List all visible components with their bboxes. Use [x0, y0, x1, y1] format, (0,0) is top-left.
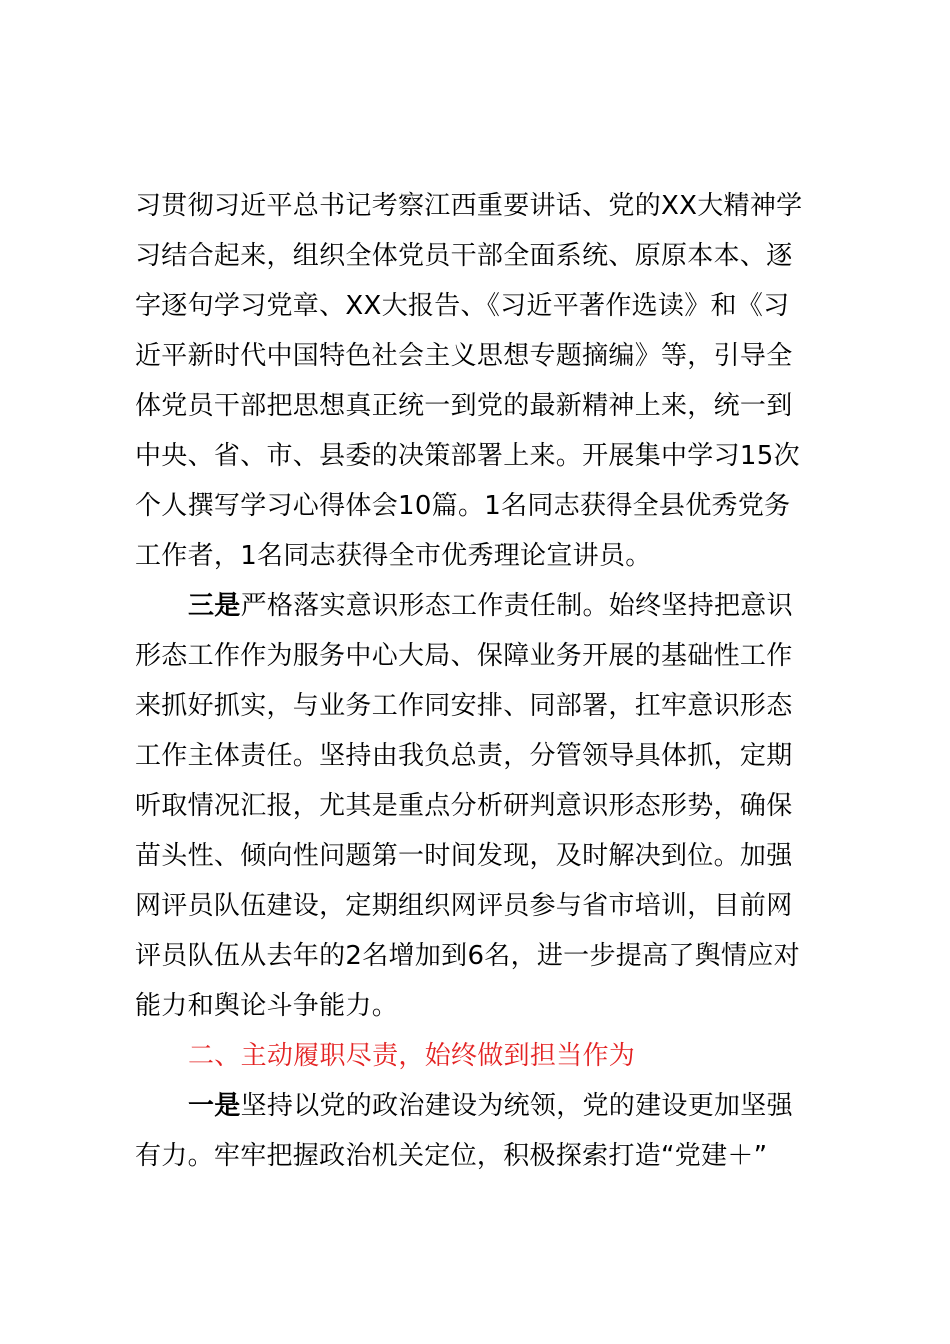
body-text-line: 近平新时代中国特色社会主义思想专题摘编》等，引导全	[135, 341, 793, 371]
body-text-line: 习贯彻习近平总书记考察江西重要讲话、党的XX大精神学	[135, 191, 803, 221]
body-text: 严格落实意识形态工作责任制。始终坚持把意识	[240, 591, 793, 621]
body-text-line: 习结合起来，组织全体党员干部全面系统、原原本本、逐	[135, 241, 793, 271]
body-text-line: 体党员干部把思想真正统一到党的最新精神上来，统一到	[135, 391, 793, 421]
body-text: 坚持以党的政治建设为统领，党的建设更加坚强	[240, 1091, 793, 1121]
body-text-line: 字逐句学习党章、XX大报告、《习近平著作选读》和《习	[135, 291, 790, 321]
body-text-line: 听取情况汇报，尤其是重点分析研判意识形态形势，确保	[135, 791, 793, 821]
body-text-line: 评员队伍从去年的2名增加到6名，进一步提高了舆情应对	[135, 941, 800, 971]
body-text-line: 形态工作作为服务中心大局、保障业务开展的基础性工作	[135, 641, 793, 671]
body-text-line: 苗头性、倾向性问题第一时间发现，及时解决到位。加强	[135, 841, 793, 871]
body-text-line: 工作者，1名同志获得全市优秀理论宣讲员。	[135, 541, 652, 571]
body-text-line: 有力。牢牢把握政治机关定位，积极探索打造“党建＋”	[135, 1141, 768, 1171]
paragraph-lead: 三是	[188, 591, 241, 621]
paragraph-lead: 一是	[188, 1091, 241, 1121]
body-text-line: 能力和舆论斗争能力。	[135, 991, 399, 1021]
body-text-line: 来抓好抓实，与业务工作同安排、同部署，扛牢意识形态	[135, 691, 793, 721]
section-heading: 二、主动履职尽责，始终做到担当作为	[188, 1041, 636, 1071]
body-text-line: 中央、省、市、县委的决策部署上来。开展集中学习15次	[135, 441, 800, 471]
body-text-line: 工作主体责任。坚持由我负总责，分管领导具体抓，定期	[135, 741, 793, 771]
paragraph-first-line	[188, 1090, 908, 1122]
paragraph-first-line	[188, 590, 908, 622]
body-text-line: 网评员队伍建设，定期组织网评员参与省市培训，目前网	[135, 891, 793, 921]
body-text-line: 个人撰写学习心得体会10篇。1名同志获得全县优秀党务	[135, 491, 791, 521]
